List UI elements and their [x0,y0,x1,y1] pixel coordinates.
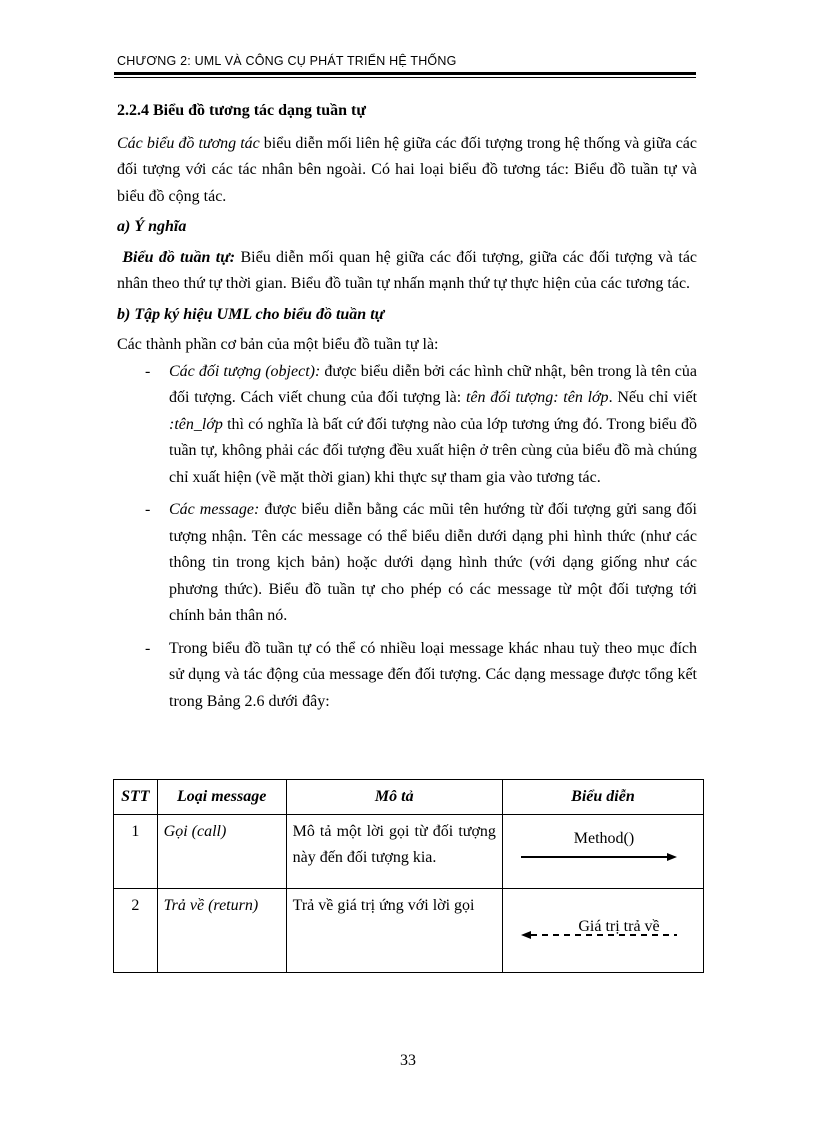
table-row [114,815,704,889]
cell-desc: Trả về giá trị ứng với lời gọi [286,889,502,973]
list-item-text: Trong biểu đồ tuần tự có thể có nhiều loại message khác nhau tuỳ theo mục đích sử dụng và tác động của message đến đối tượng. Các dạng message được tổng kết trong Bảng 2.6 dưới đây: [169,639,697,710]
chapter-header: CHƯƠNG 2: UML VÀ CÔNG CỤ PHÁT TRIỂN HỆ THỐNG [117,54,457,68]
page-number: 33 [400,1052,416,1069]
list-item-text: được biểu diễn bằng các mũi tên hướng từ đối tượng gửi sang đối tượng nhận. Tên các message có thể biểu diễn dưới dạng phi hình thức (như các thông tin trong kịch bản) hoặc dưới dạng hình thức (với dạng giống như các phương thức). Biểu đồ tuần tự cho phép có các message từ một đối tượng tới chính bản thân nó. [169,501,698,624]
header-type: Loại message [157,780,286,815]
return-message-label: Giá trị trả về [578,918,660,935]
list-item [117,636,697,716]
page-body [117,98,697,721]
notation-heading: b) Tập ký hiệu UML cho biểu đồ tuần tự [117,305,385,323]
header-rule-thin [114,77,696,78]
list-item-italic: :tên_lớp [169,415,223,433]
message-types-table [113,779,704,973]
header-stt: STT [114,780,158,815]
return-arrowhead-icon [521,931,531,939]
cell-notation [502,889,703,973]
header-desc: Mô tả [286,780,502,815]
list-item-term: Các message: [169,501,260,518]
list-item-text: được biểu diễn bởi các hình chữ nhật, bên trong là tên của đối tượng. Cách viết chung của đối tượng là: [169,362,697,406]
list-item-text: thì có nghĩa là bất cứ đối tượng nào của lớp tương ứng đó. Trong biểu đồ tuần tự, không phải các đối tượng đều xuất hiện ở trên cùng của biểu đồ mà chúng chỉ xuất hiện (về mặt thời gian) khi thực sự tham gia vào tương tác. [169,415,697,486]
table-row [114,889,704,973]
intro-paragraph [117,131,697,211]
intro-text: biểu diễn mối liên hệ giữa các đối tượng trong hệ thống và giữa các đối tượng với các tác nhân bên ngoài. Có hai loại biểu đồ tương tác: Biểu đồ tuần tự và biểu đồ cộng tác. [117,134,698,205]
notation-lead: Các thành phần cơ bản của một biểu đồ tuần tự là: [117,336,439,353]
cell-desc: Mô tả một lời gọi từ đối tượng này đến đối tượng kia. [286,815,502,889]
meaning-paragraph [117,245,697,298]
meaning-text: Biểu diễn mối quan hệ giữa các đối tượng, giữa các đối tượng và tác nhân theo thứ tự thời gian. Biểu đồ tuần tự nhấn mạnh thứ tự thực hiện của các tương tác. [117,248,698,292]
list-item-term: Các đối tượng (object): [169,362,321,380]
list-dash: - [145,362,151,380]
meaning-heading: a) Ý nghĩa [117,218,187,235]
list-item [117,359,697,492]
list-item [117,497,697,630]
list-item-italic: tên đối tượng: tên lớp [465,389,609,406]
call-arrow-diagram [509,819,694,875]
list-item-text: . Nếu chỉ viết [608,389,698,406]
cell-stt: 2 [114,889,158,973]
cell-type: Trả về (return) [157,889,286,973]
header-rule-thick [114,72,696,75]
intro-term: Các biểu đồ tương tác [117,134,260,152]
call-arrowhead-icon [667,853,677,861]
cell-type: Gọi (call) [157,815,286,889]
header-notation: Biểu diễn [502,780,703,815]
meaning-term: Biểu đồ tuần tự: [122,248,236,266]
table-header-row [114,780,704,815]
call-message-label: Method() [573,830,635,847]
cell-notation [502,815,703,889]
cell-stt: 1 [114,815,158,889]
return-arrow-diagram [509,893,694,959]
notation-list [117,359,697,716]
section-title: 2.2.4 Biểu đồ tương tác dạng tuần tự [117,102,366,119]
list-dash: - [145,639,151,657]
list-dash: - [145,501,151,518]
